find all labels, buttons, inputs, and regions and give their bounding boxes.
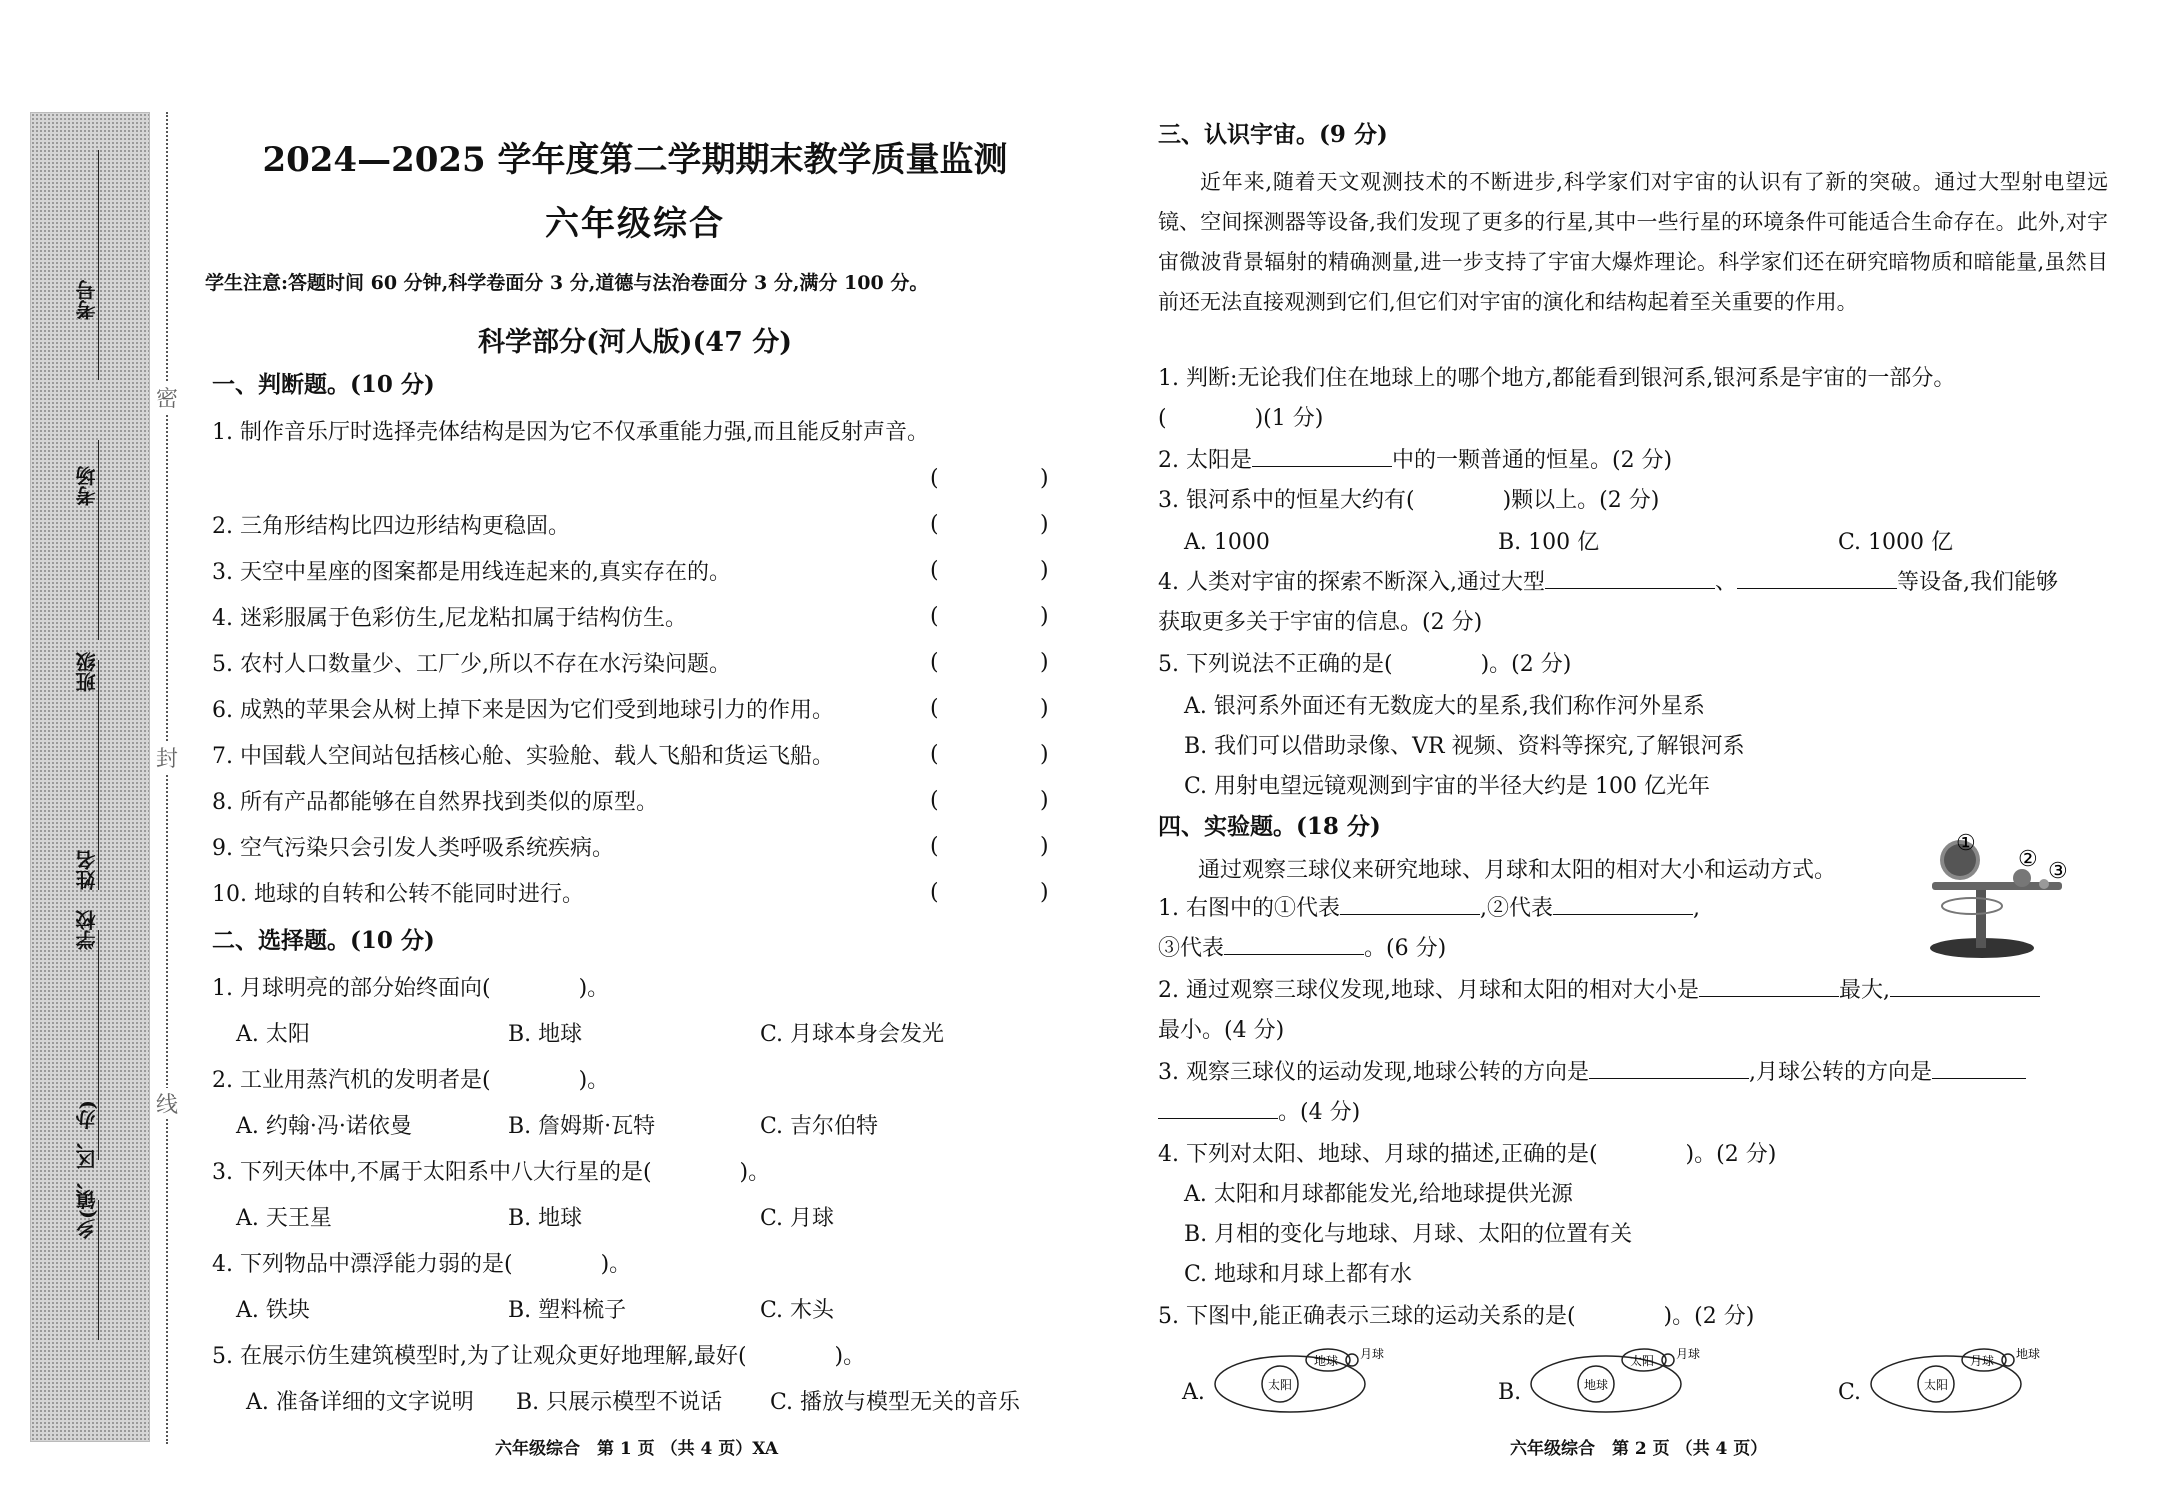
diagram-mid-label: 月球 bbox=[1969, 1354, 1995, 1368]
page1-footer: 六年级综合 第 1 页 （共 4 页）XA bbox=[495, 1439, 779, 1459]
choice-option: C. 地球和月球上都有水 bbox=[1184, 1262, 1413, 1287]
universe-q2: 2. 太阳是 中的一颗普通的恒星。(2 分) bbox=[1158, 448, 1673, 473]
choice-heading: 二、选择题。(10 分) bbox=[212, 927, 435, 954]
answer-blank[interactable] bbox=[1545, 568, 1715, 589]
answer-blank[interactable] bbox=[1158, 1098, 1278, 1119]
judge-question: 10. 地球的自转和公转不能同时进行。 bbox=[212, 882, 584, 907]
answer-paren: ( bbox=[930, 512, 939, 537]
experiment-q2: 2. 通过观察三球仪发现,地球、月球和太阳的相对大小是 最大, bbox=[1158, 976, 2040, 1006]
orrery-mark: ② bbox=[2018, 847, 2038, 872]
judge-question: 8. 所有产品都能够在自然界找到类似的原型。 bbox=[212, 790, 658, 815]
choice-question: 4. 下列物品中漂浮能力弱的是( )。 bbox=[212, 1252, 632, 1277]
answer-paren: ( bbox=[930, 788, 939, 813]
choice-option: B. 地球 bbox=[508, 1206, 583, 1231]
diagram-center-label: 太阳 bbox=[1267, 1378, 1293, 1392]
label-exam-number: 考号 bbox=[75, 280, 99, 320]
choice-option: C. 月球 bbox=[760, 1206, 835, 1231]
choice-option: A. 天王星 bbox=[236, 1206, 332, 1231]
diagram-outer-label: 地球 bbox=[2016, 1347, 2041, 1361]
diagram-mid-label: 地球 bbox=[1313, 1354, 1339, 1368]
choice-option: A. 约翰·冯·诺依曼 bbox=[236, 1114, 412, 1139]
experiment-q3-cont: 。(4 分) bbox=[1158, 1098, 1360, 1128]
choice-option: B. 我们可以借助录像、VR 视频、资料等探究,了解银河系 bbox=[1184, 734, 1745, 759]
choice-option: B. 地球 bbox=[508, 1022, 583, 1047]
student-notice: 学生注意:答题时间 60 分钟,科学卷面分 3 分,道德与法治卷面分 3 分,满分 100 分。 bbox=[205, 272, 929, 294]
judge-heading: 一、判断题。(10 分) bbox=[212, 371, 435, 398]
choice-option: A. 太阳和月球都能发光,给地球提供光源 bbox=[1184, 1182, 1573, 1207]
orrery-mark: ① bbox=[1956, 831, 1976, 856]
answer-paren: ( bbox=[930, 650, 939, 675]
answer-blank[interactable] bbox=[1224, 934, 1364, 955]
diagram-center-label: 地球 bbox=[1583, 1378, 1609, 1392]
answer-blank[interactable] bbox=[1553, 894, 1693, 915]
exam-subtitle: 六年级综合 bbox=[545, 204, 725, 244]
label-town: 乡(镇、区、办) bbox=[75, 1100, 99, 1240]
diagram-letter: B. bbox=[1498, 1380, 1522, 1405]
choice-question: 3. 下列天体中,不属于太阳系中八大行星的是( )。 bbox=[212, 1160, 771, 1185]
experiment-q4: 4. 下列对太阳、地球、月球的描述,正确的是( )。(2 分) bbox=[1158, 1142, 1777, 1167]
diagram-letter: C. bbox=[1838, 1380, 1862, 1405]
judge-question: 1. 制作音乐厅时选择壳体结构是因为它不仅承重能力强,而且能反射声音。 bbox=[212, 420, 929, 445]
experiment-heading: 四、实验题。(18 分) bbox=[1158, 813, 1381, 840]
universe-q1: 1. 判断:无论我们住在地球上的哪个地方,都能看到银河系,银河系是宇宙的一部分。 bbox=[1158, 366, 1956, 391]
answer-blank[interactable] bbox=[1589, 1058, 1749, 1079]
experiment-q2-cont: 最小。(4 分) bbox=[1158, 1018, 1285, 1043]
answer-blank[interactable] bbox=[1932, 1058, 2026, 1079]
orbit-diagram-c bbox=[1866, 1340, 2041, 1416]
choice-option: A. 银河系外面还有无数庞大的星系,我们称作河外星系 bbox=[1184, 694, 1705, 719]
answer-blank[interactable] bbox=[1737, 568, 1897, 589]
choice-option: C. 月球本身会发光 bbox=[760, 1022, 945, 1047]
answer-blank[interactable] bbox=[1699, 976, 1839, 997]
experiment-q5: 5. 下图中,能正确表示三球的运动关系的是( )。(2 分) bbox=[1158, 1304, 1755, 1329]
judge-question: 7. 中国载人空间站包括核心舱、实验舱、载人飞船和货运飞船。 bbox=[212, 744, 834, 769]
answer-paren: ( bbox=[930, 742, 939, 767]
choice-option: C. 吉尔伯特 bbox=[760, 1114, 879, 1139]
orbit-diagram-b bbox=[1526, 1340, 1701, 1416]
judge-question: 2. 三角形结构比四边形结构更稳固。 bbox=[212, 514, 570, 539]
page2-footer: 六年级综合 第 2 页 （共 4 页） bbox=[1510, 1439, 1768, 1459]
choice-option: A. 准备详细的文字说明 bbox=[246, 1390, 474, 1415]
section-title: 科学部分(河人版)(47 分) bbox=[477, 327, 793, 358]
orrery-illustration bbox=[1912, 830, 2080, 964]
choice-option: A. 太阳 bbox=[236, 1022, 310, 1047]
choice-option: A. 铁块 bbox=[236, 1298, 310, 1323]
choice-question: 2. 工业用蒸汽机的发明者是( )。 bbox=[212, 1068, 610, 1093]
answer-blank[interactable] bbox=[1890, 976, 2040, 997]
diagram-outer-label: 月球 bbox=[1676, 1347, 1701, 1361]
judge-question: 9. 空气污染只会引发人类呼吸系统疾病。 bbox=[212, 836, 614, 861]
answer-paren: ( bbox=[930, 558, 939, 583]
choice-option: B. 塑料梳子 bbox=[508, 1298, 627, 1323]
label-class: 班级 bbox=[75, 652, 99, 692]
judge-question: 5. 农村人口数量少、工厂少,所以不存在水污染问题。 bbox=[212, 652, 731, 677]
universe-q4-cont: 获取更多关于宇宙的信息。(2 分) bbox=[1158, 610, 1483, 635]
universe-q3: 3. 银河系中的恒星大约有( )颗以上。(2 分) bbox=[1158, 488, 1660, 513]
judge-question: 6. 成熟的苹果会从树上掉下来是因为它们受到地球引力的作用。 bbox=[212, 698, 834, 723]
experiment-q1: 1. 右图中的①代表 ,②代表 , bbox=[1158, 896, 1700, 921]
judge-question: 4. 迷彩服属于色彩仿生,尼龙粘扣属于结构仿生。 bbox=[212, 606, 687, 631]
diagram-mid-label: 太阳 bbox=[1629, 1354, 1655, 1368]
seal-dotted-line bbox=[166, 112, 168, 1444]
answer-paren: ( bbox=[930, 466, 939, 491]
experiment-q3: 3. 观察三球仪的运动发现,地球公转的方向是 ,月球公转的方向是 bbox=[1158, 1058, 2026, 1088]
universe-q5: 5. 下列说法不正确的是( )。(2 分) bbox=[1158, 652, 1572, 677]
answer-paren: ( bbox=[930, 696, 939, 721]
choice-option: C. 播放与模型无关的音乐 bbox=[770, 1390, 1021, 1415]
choice-question: 1. 月球明亮的部分始终面向( )。 bbox=[212, 976, 610, 1001]
answer-blank[interactable] bbox=[1252, 446, 1392, 467]
label-exam-room: 考场 bbox=[75, 466, 99, 506]
seal-char-xian: 线 bbox=[152, 1088, 182, 1119]
choice-option: C. 1000 亿 bbox=[1838, 530, 1954, 555]
choice-option: B. 月相的变化与地球、月球、太阳的位置有关 bbox=[1184, 1222, 1633, 1247]
orrery-mark: ③ bbox=[2048, 859, 2068, 884]
answer-paren: ( bbox=[930, 834, 939, 859]
judge-question: 3. 天空中星座的图案都是用线连起来的,真实存在的。 bbox=[212, 560, 731, 585]
choice-option: C. 木头 bbox=[760, 1298, 835, 1323]
answer-paren: ( bbox=[930, 604, 939, 629]
label-school-name: 学校 姓名 bbox=[75, 850, 99, 950]
experiment-q1-cont: ③代表 。(6 分) bbox=[1158, 936, 1447, 961]
choice-option: B. 只展示模型不说话 bbox=[516, 1390, 723, 1415]
universe-heading: 三、认识宇宙。(9 分) bbox=[1158, 121, 1388, 148]
seal-char-mi: 密 bbox=[152, 382, 182, 413]
diagram-outer-label: 月球 bbox=[1360, 1347, 1385, 1361]
diagram-letter: A. bbox=[1182, 1380, 1205, 1405]
choice-option: B. 100 亿 bbox=[1498, 530, 1600, 555]
seal-char-feng: 封 bbox=[152, 742, 182, 773]
orbit-diagram-a bbox=[1210, 1340, 1385, 1416]
answer-paren: ( bbox=[930, 880, 939, 905]
choice-question: 5. 在展示仿生建筑模型时,为了让观众更好地理解,最好( )。 bbox=[212, 1344, 866, 1369]
choice-option: B. 詹姆斯·瓦特 bbox=[508, 1114, 656, 1139]
experiment-intro: 通过观察三球仪来研究地球、月球和太阳的相对大小和运动方式。 bbox=[1198, 858, 1837, 883]
diagram-center-label: 太阳 bbox=[1923, 1378, 1949, 1392]
binding-line bbox=[98, 150, 99, 380]
choice-option: A. 1000 bbox=[1184, 530, 1270, 555]
exam-title: 2024—2025 学年度第二学期期末教学质量监测 bbox=[262, 140, 1008, 180]
universe-q4: 4. 人类对宇宙的探索不断深入,通过大型 、 等设备,我们能够 bbox=[1158, 570, 2058, 595]
choice-option: C. 用射电望远镜观测到宇宙的半径大约是 100 亿光年 bbox=[1184, 774, 1711, 799]
universe-passage: 近年来,随着天文观测技术的不断进步,科学家们对宇宙的认识有了新的突破。通过大型射电望远镜、空间探测器等设备,我们发现了更多的行星,其中一些行星的环境条件可能适合生命存在。此外,对宇宙微波背景辐射的精确测量,进一步支持了宇宙大爆炸理论。科学家们还在研究暗物质和暗能量,虽然目前还无法直接观测到它们,但它们对宇宙的演化和结构起着至关重要的作用。 bbox=[1158, 170, 2108, 314]
answer-blank[interactable] bbox=[1340, 894, 1480, 915]
universe-q1-answer: ( )(1 分) bbox=[1158, 406, 1324, 431]
